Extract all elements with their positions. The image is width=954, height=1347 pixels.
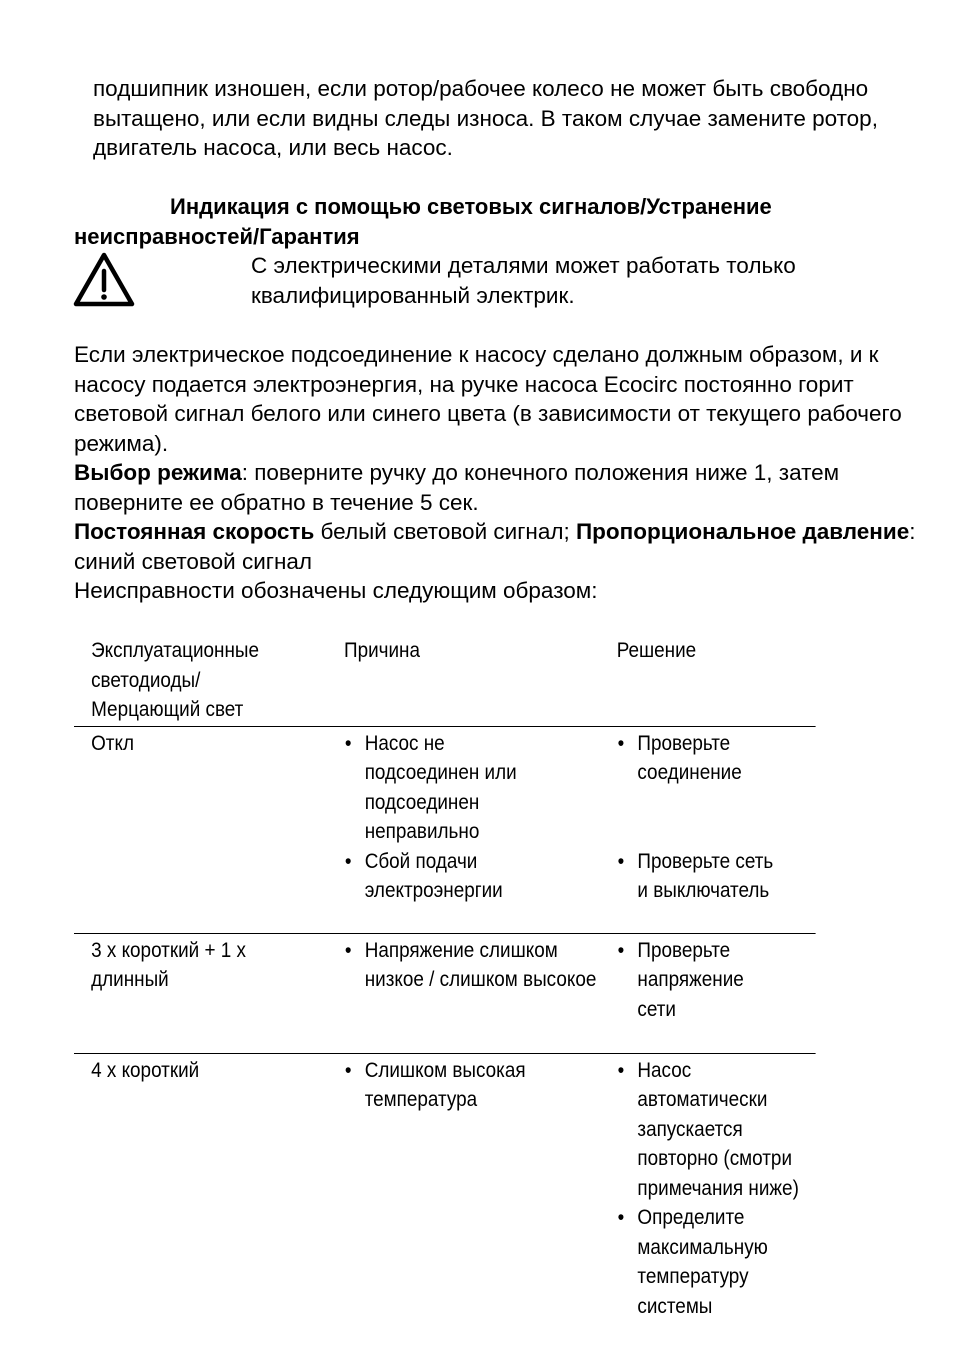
list-item: • Определите максимальную температуру системы [617, 1203, 816, 1321]
table-row [74, 933, 816, 1053]
warning-triangle-icon [73, 252, 135, 308]
constant-speed-label: Постоянная скорость [74, 519, 315, 544]
row-signal: Откл [91, 731, 134, 755]
proportional-pressure-label: Пропорциональное давление [575, 519, 910, 544]
intro-paragraph: подшипник изношен, если ротор/рабочее колесо не может быть свободно вытащено, или если видны следы износа. В таком случае замените ротор, двигатель насоса, или весь насос. [93, 76, 878, 160]
list-item: • Сбой подачи электроэнергии [344, 847, 617, 906]
cause-list [344, 729, 617, 906]
list-item: • Насос не подсоединен или подсоединен неправильно [344, 729, 617, 847]
fault-table [74, 634, 816, 1318]
header-solution: Решение [616, 639, 697, 662]
solution-list [617, 1056, 816, 1322]
solution-list [617, 936, 816, 1025]
list-item: • Проверьте сеть и выключатель [617, 847, 816, 906]
list-item: • Насос автоматически запускается повторно (смотри примечания ниже) [617, 1056, 816, 1204]
row-signal: 3 х короткий + 1 х длинный [91, 938, 246, 991]
body-text [74, 340, 924, 606]
constant-speed-text: белый световой сигнал; [314, 519, 576, 544]
header-signal: Эксплуатационные светодиоды/ Мерцающий свет [91, 639, 260, 721]
list-item: • Слишком высокая температура [344, 1056, 617, 1115]
signal-paragraph [74, 517, 924, 576]
section-heading [74, 192, 924, 251]
mode-text: : поверните ручку до конечного положения ниже 1, затем поверните ее обратно в течение 5 сек. [74, 460, 840, 515]
table-row [74, 726, 816, 933]
list-item: • Проверьте напряжение сети [617, 936, 816, 1025]
table-header-row [74, 634, 816, 726]
mode-label: Выбор режима [74, 460, 242, 485]
mode-paragraph [74, 458, 924, 517]
faults-intro: Неисправности обозначены следующим образом: [74, 578, 598, 603]
list-item: • Напряжение слишком низкое / слишком высокое [344, 936, 617, 995]
row-signal: 4 х короткий [91, 1058, 200, 1082]
warning-text: С электрическими деталями может работать только квалифицированный электрик. [251, 253, 796, 308]
proportional-pressure-text: : синий световой сигнал [74, 519, 916, 574]
cause-list [344, 1056, 617, 1115]
list-item: • Проверьте соединение [617, 729, 816, 847]
power-paragraph: Если электрическое подсоединение к насосу сделано должным образом, и к насосу подается электроэнергия, на ручке насоса Ecocirc постоянно горит световой сигнал белого или синего цвета (в зависимости от текущего рабочего режима). [74, 342, 902, 456]
solution-list [617, 729, 816, 906]
cause-list [344, 936, 617, 995]
table-row [74, 1053, 816, 1318]
section-heading-text: Индикация с помощью световых сигналов/Устранение неисправностей/Гарантия [74, 194, 772, 249]
header-cause: Причина [344, 639, 421, 662]
